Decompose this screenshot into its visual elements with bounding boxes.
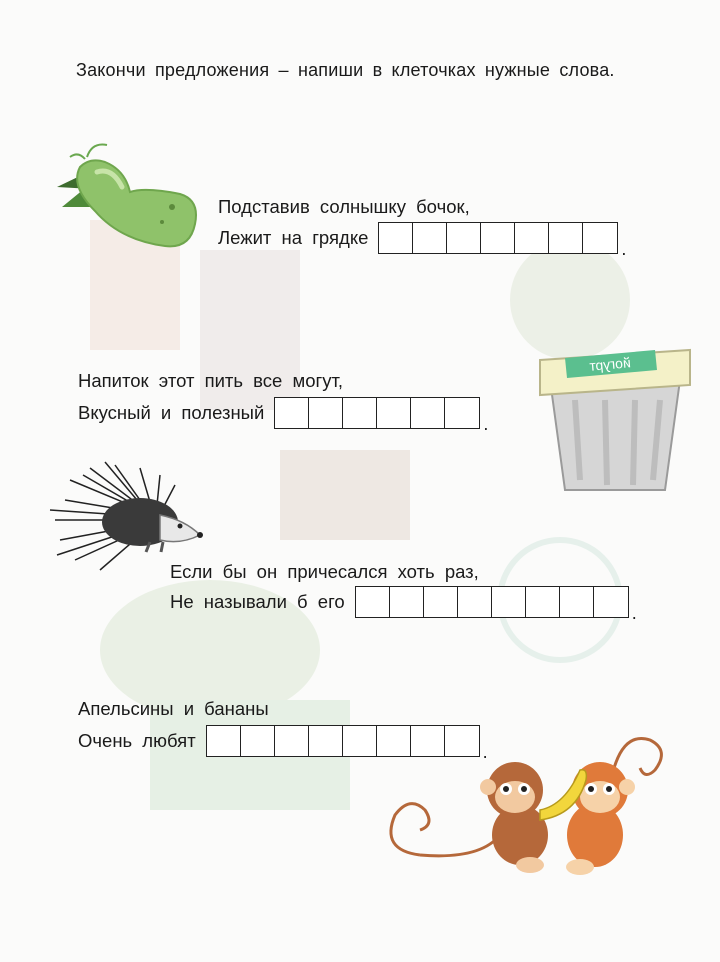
cucumber-icon: [52, 132, 202, 252]
riddle-3-line-2: Не называли б его .: [170, 586, 637, 618]
answer-cell[interactable]: [309, 726, 343, 756]
instruction-text: Закончи предложения – напиши в клеточках нужные слова.: [76, 60, 615, 80]
riddle-4-line-1: Апельсины и бананы: [78, 698, 269, 719]
answer-cell[interactable]: [379, 223, 413, 253]
answer-cell[interactable]: [526, 587, 560, 617]
yogurt-cup-icon: [535, 330, 695, 500]
answer-cell[interactable]: [413, 223, 447, 253]
answer-cells-3: [355, 586, 629, 618]
riddle-2-line-2-text: Вкусный и полезный: [78, 402, 265, 423]
riddle-1-line-2-text: Лежит на грядке: [218, 227, 369, 248]
answer-cell[interactable]: [515, 223, 549, 253]
riddle-2-line-1: Напиток этот пить все могут,: [78, 370, 344, 391]
riddle-3-line-2-text: Не называли б его: [170, 591, 345, 612]
answer-cell[interactable]: [549, 223, 583, 253]
riddle-2-line-2: Вкусный и полезный .: [78, 397, 488, 429]
answer-cells-1: [378, 222, 618, 254]
answer-cell[interactable]: [492, 587, 526, 617]
answer-cell[interactable]: [275, 398, 309, 428]
riddle-4-line-2: Очень любят .: [78, 725, 488, 757]
answer-cell[interactable]: [309, 398, 343, 428]
answer-cell[interactable]: [275, 726, 309, 756]
answer-cell[interactable]: [207, 726, 241, 756]
answer-cell[interactable]: [411, 398, 445, 428]
answer-cell[interactable]: [560, 587, 594, 617]
riddle-4-line-2-text: Очень любят: [78, 730, 196, 751]
answer-cell[interactable]: [377, 398, 411, 428]
answer-cell[interactable]: [445, 398, 479, 428]
answer-cell[interactable]: [356, 587, 390, 617]
answer-cell[interactable]: [424, 587, 458, 617]
riddle-1-line-1: Подставив солнышку бочок,: [218, 196, 470, 217]
answer-cell[interactable]: [594, 587, 628, 617]
answer-cell[interactable]: [343, 726, 377, 756]
monkeys-icon: [380, 725, 670, 895]
answer-cells-2: [274, 397, 480, 429]
answer-cell[interactable]: [447, 223, 481, 253]
answer-cell[interactable]: [583, 223, 617, 253]
answer-cell[interactable]: [458, 587, 492, 617]
answer-cell[interactable]: [390, 587, 424, 617]
riddle-3-line-1: Если бы он причесался хоть раз,: [170, 561, 479, 582]
riddle-1-line-2: Лежит на грядке .: [218, 222, 626, 254]
answer-cell[interactable]: [241, 726, 275, 756]
answer-cell[interactable]: [481, 223, 515, 253]
yogurt-label: йогурт: [588, 354, 632, 374]
answer-cell[interactable]: [343, 398, 377, 428]
